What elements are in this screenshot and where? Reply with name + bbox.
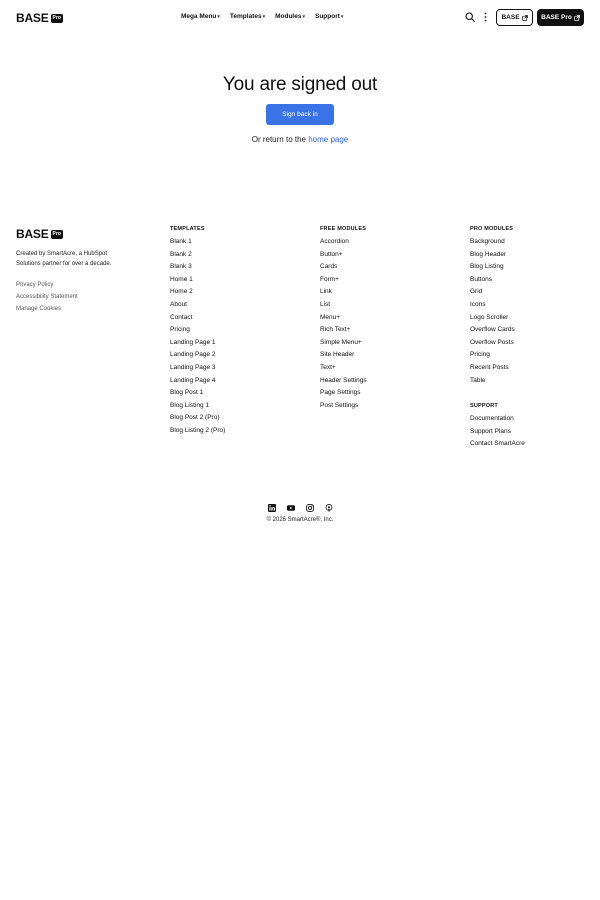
social-links (268, 504, 333, 512)
external-link-icon (574, 15, 580, 21)
base-button-label: BASE (501, 14, 520, 21)
footer-link[interactable]: Form+ (320, 275, 339, 283)
instagram-icon[interactable] (306, 504, 314, 512)
footer-link[interactable]: Link (320, 288, 332, 296)
footer-link[interactable]: Pricing (470, 351, 490, 359)
search-icon[interactable] (465, 12, 475, 22)
footer-link[interactable]: Text+ (320, 363, 336, 371)
footer-link[interactable]: Contact SmartAcre (470, 440, 525, 448)
footer-col-free-modules (320, 224, 367, 412)
copyright-text: © 2026 SmartAcre®, Inc. (266, 517, 334, 523)
nav-label: Mega Menu (181, 13, 217, 20)
footer-link[interactable]: Logo Scroller (470, 313, 509, 321)
privacy-policy-link[interactable]: Privacy Policy (16, 282, 54, 288)
footer-link[interactable]: Blog Header (470, 250, 507, 258)
footer-link[interactable]: Pricing (170, 326, 190, 334)
footer-link[interactable]: Landing Page 4 (170, 376, 216, 384)
chevron-down-icon: ▾ (340, 13, 344, 20)
footer-link[interactable]: Cards (320, 263, 338, 271)
accessibility-statement-link[interactable]: Accessibility Statement (16, 294, 78, 300)
footer-link[interactable]: Simple Menu+ (320, 338, 362, 346)
footer-link[interactable]: Blog Post 1 (170, 389, 204, 397)
logo-text: BASE (16, 11, 49, 25)
footer-link[interactable]: Support Plans (470, 427, 511, 435)
footer-link[interactable]: Landing Page 3 (170, 363, 216, 371)
footer-link[interactable]: Icons (470, 300, 486, 308)
footer-link[interactable]: Home 2 (170, 288, 193, 296)
nav-item-templates[interactable] (230, 13, 265, 20)
chevron-down-icon: ▾ (262, 13, 266, 20)
site-header (0, 0, 600, 36)
footer-link[interactable]: Blank 1 (170, 238, 192, 245)
nav-item-modules[interactable] (275, 13, 305, 20)
footer-link[interactable]: Contact (170, 313, 193, 321)
nav-item-support[interactable] (315, 13, 343, 20)
footer-link[interactable]: Overflow Posts (470, 338, 514, 346)
support-list (470, 413, 525, 451)
signed-out-section (0, 74, 600, 144)
footer-link[interactable]: Landing Page 1 (170, 338, 216, 346)
linkedin-icon[interactable] (268, 504, 276, 512)
header-logo[interactable] (16, 11, 63, 25)
more-options-icon[interactable] (483, 12, 488, 22)
footer-link[interactable]: Blog Listing (470, 263, 504, 271)
chevron-down-icon: ▾ (302, 13, 305, 20)
footer-link[interactable]: Blog Listing 2 (Pro) (170, 426, 226, 434)
footer-link[interactable]: Blog Listing 1 (170, 401, 210, 409)
youtube-icon[interactable] (287, 504, 295, 512)
page-title: You are signed out (222, 74, 378, 95)
nav-item-mega-menu[interactable] (181, 13, 220, 20)
return-prefix: Or return to the (251, 135, 306, 144)
footer-brand (16, 227, 156, 315)
footer-link[interactable]: Menu+ (320, 313, 341, 321)
sign-back-in-button[interactable]: Sign back in (266, 104, 334, 125)
column-heading: SUPPORT (470, 403, 498, 410)
column-heading: FREE MODULES (320, 226, 367, 232)
nav-label: Templates (229, 13, 262, 20)
home-page-link[interactable]: home page (308, 135, 349, 144)
footer-link[interactable]: Buttons (470, 275, 493, 283)
footer-link[interactable]: Overflow Cards (470, 326, 515, 334)
footer-link[interactable]: Button+ (320, 250, 343, 258)
footer-link[interactable]: Grid (470, 288, 483, 296)
footer-link[interactable]: Background (470, 238, 505, 245)
footer-link[interactable]: Header Settings (320, 376, 367, 384)
base-pro-button[interactable] (537, 9, 584, 26)
free-modules-list (320, 236, 367, 412)
footer-col-pro-modules (470, 224, 525, 451)
footer-logo[interactable] (16, 227, 156, 241)
footer-link[interactable]: Rich Text+ (320, 326, 351, 334)
footer-link[interactable]: Landing Page 2 (170, 351, 216, 359)
footer-link[interactable]: Page Settings (320, 389, 361, 397)
footer-link[interactable]: Blog Post 2 (Pro) (170, 414, 220, 422)
templates-list (170, 236, 225, 438)
logo-badge: Pro (52, 14, 61, 21)
main-nav (181, 13, 343, 20)
manage-cookies-link[interactable]: Manage Cookies (16, 306, 62, 312)
return-text (0, 135, 600, 144)
footer-link[interactable]: Table (470, 376, 486, 384)
footer-link[interactable]: Site Header (320, 351, 355, 359)
base-pro-button-label: BASE Pro (541, 14, 572, 21)
logo-text: BASE (16, 227, 49, 241)
column-heading: TEMPLATES (170, 226, 205, 232)
footer-link[interactable]: Home 1 (170, 275, 193, 283)
nav-label: Support (315, 13, 340, 20)
pro-modules-list (470, 236, 525, 387)
footer-description: Created by SmartAcre, a HubSpot Solutions partner for over a decade. (16, 251, 112, 267)
nav-label: Modules (275, 13, 302, 20)
footer-link[interactable]: Blank 2 (170, 250, 192, 258)
footer-col-templates (170, 224, 225, 438)
footer-link[interactable]: Documentation (470, 415, 514, 423)
base-button[interactable] (496, 9, 533, 26)
footer-link[interactable]: Blank 3 (170, 263, 192, 271)
footer-link[interactable]: List (320, 300, 331, 308)
logo-badge: Pro (52, 230, 61, 237)
podcast-icon[interactable] (325, 504, 333, 512)
chevron-down-icon: ▾ (217, 13, 220, 20)
footer-link[interactable]: Accordion (320, 238, 349, 245)
external-link-icon (522, 15, 528, 21)
footer-link[interactable]: Post Settings (320, 401, 359, 409)
footer-link[interactable]: About (170, 300, 187, 308)
footer-legal-links (16, 279, 156, 315)
column-heading: PRO MODULES (470, 226, 514, 232)
footer-link[interactable]: Recent Posts (470, 363, 509, 371)
